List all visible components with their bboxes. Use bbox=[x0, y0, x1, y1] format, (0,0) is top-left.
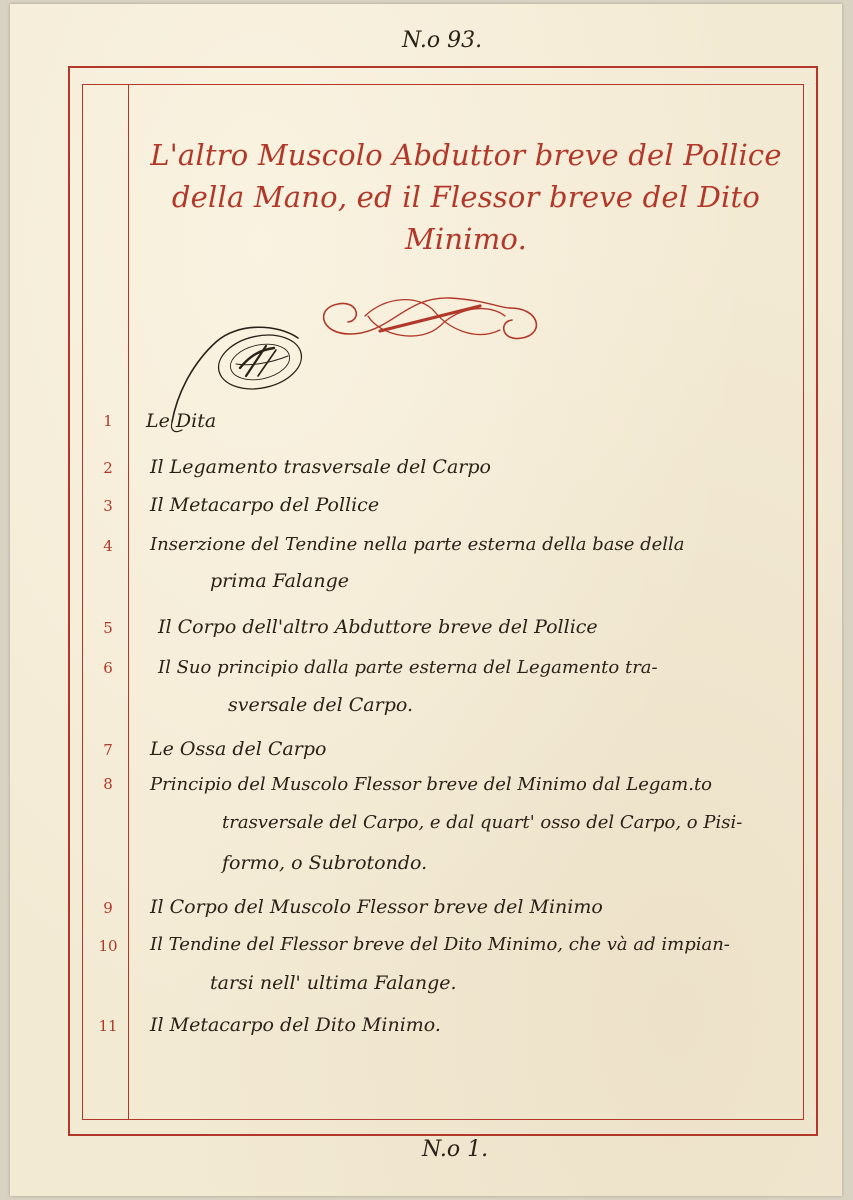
title-line: L'altro Muscolo Abduttor breve del Pollice bbox=[150, 138, 782, 172]
title-line: della Mano, ed il Flessor breve del Dito bbox=[171, 180, 761, 214]
manuscript-page bbox=[10, 4, 842, 1196]
legend-entry: Il Tendine del Flessor breve del Dito Minimo, che và ad impian- bbox=[150, 934, 730, 955]
plate-number-bottom: N.o 1. bbox=[422, 1137, 489, 1162]
page-title bbox=[128, 134, 804, 260]
legend-entry: Il Suo principio dalla parte esterna del Legamento tra- bbox=[158, 657, 658, 678]
legend-entry: Il Corpo dell'altro Abduttore breve del Pollice bbox=[158, 616, 598, 638]
legend-entry: Le Dita bbox=[146, 410, 217, 432]
legend-entry-continuation: formo, o Subrotondo. bbox=[222, 852, 428, 874]
legend-entry: Inserzione del Tendine nella parte esterna della base della bbox=[150, 534, 685, 555]
legend-number: 11 bbox=[98, 1017, 118, 1035]
legend-entry-continuation: trasversale del Carpo, e dal quart' osso del Carpo, o Pisi- bbox=[222, 812, 743, 833]
title-line: Minimo. bbox=[405, 222, 527, 256]
plate-number-top: N.o 93. bbox=[402, 28, 483, 53]
legend-number: 3 bbox=[103, 497, 113, 515]
legend-number: 1 bbox=[103, 412, 113, 430]
legend-entry-continuation: tarsi nell' ultima Falange. bbox=[210, 972, 457, 994]
legend-number: 8 bbox=[103, 775, 113, 793]
legend-number: 5 bbox=[103, 619, 113, 637]
legend-number: 9 bbox=[103, 899, 113, 917]
legend-entry: Il Metacarpo del Pollice bbox=[150, 494, 380, 516]
legend-number: 10 bbox=[98, 937, 118, 955]
legend-entry: Il Legamento trasversale del Carpo bbox=[150, 456, 491, 478]
legend-entry: Il Corpo del Muscolo Flessor breve del Minimo bbox=[150, 896, 603, 918]
legend-entry-continuation: sversale del Carpo. bbox=[228, 694, 414, 716]
legend-number: 4 bbox=[103, 537, 113, 555]
calligraphic-flourish-icon bbox=[310, 286, 550, 356]
legend-entry-continuation: prima Falange bbox=[210, 570, 349, 592]
legend-number: 6 bbox=[103, 659, 113, 677]
legend-entry: Le Ossa del Carpo bbox=[150, 738, 327, 760]
legend-entry: Principio del Muscolo Flessor breve del Minimo dal Legam.to bbox=[150, 774, 713, 795]
legend-entry: Il Metacarpo del Dito Minimo. bbox=[150, 1014, 441, 1036]
legend-number: 7 bbox=[103, 741, 113, 759]
legend-number: 2 bbox=[103, 459, 113, 477]
